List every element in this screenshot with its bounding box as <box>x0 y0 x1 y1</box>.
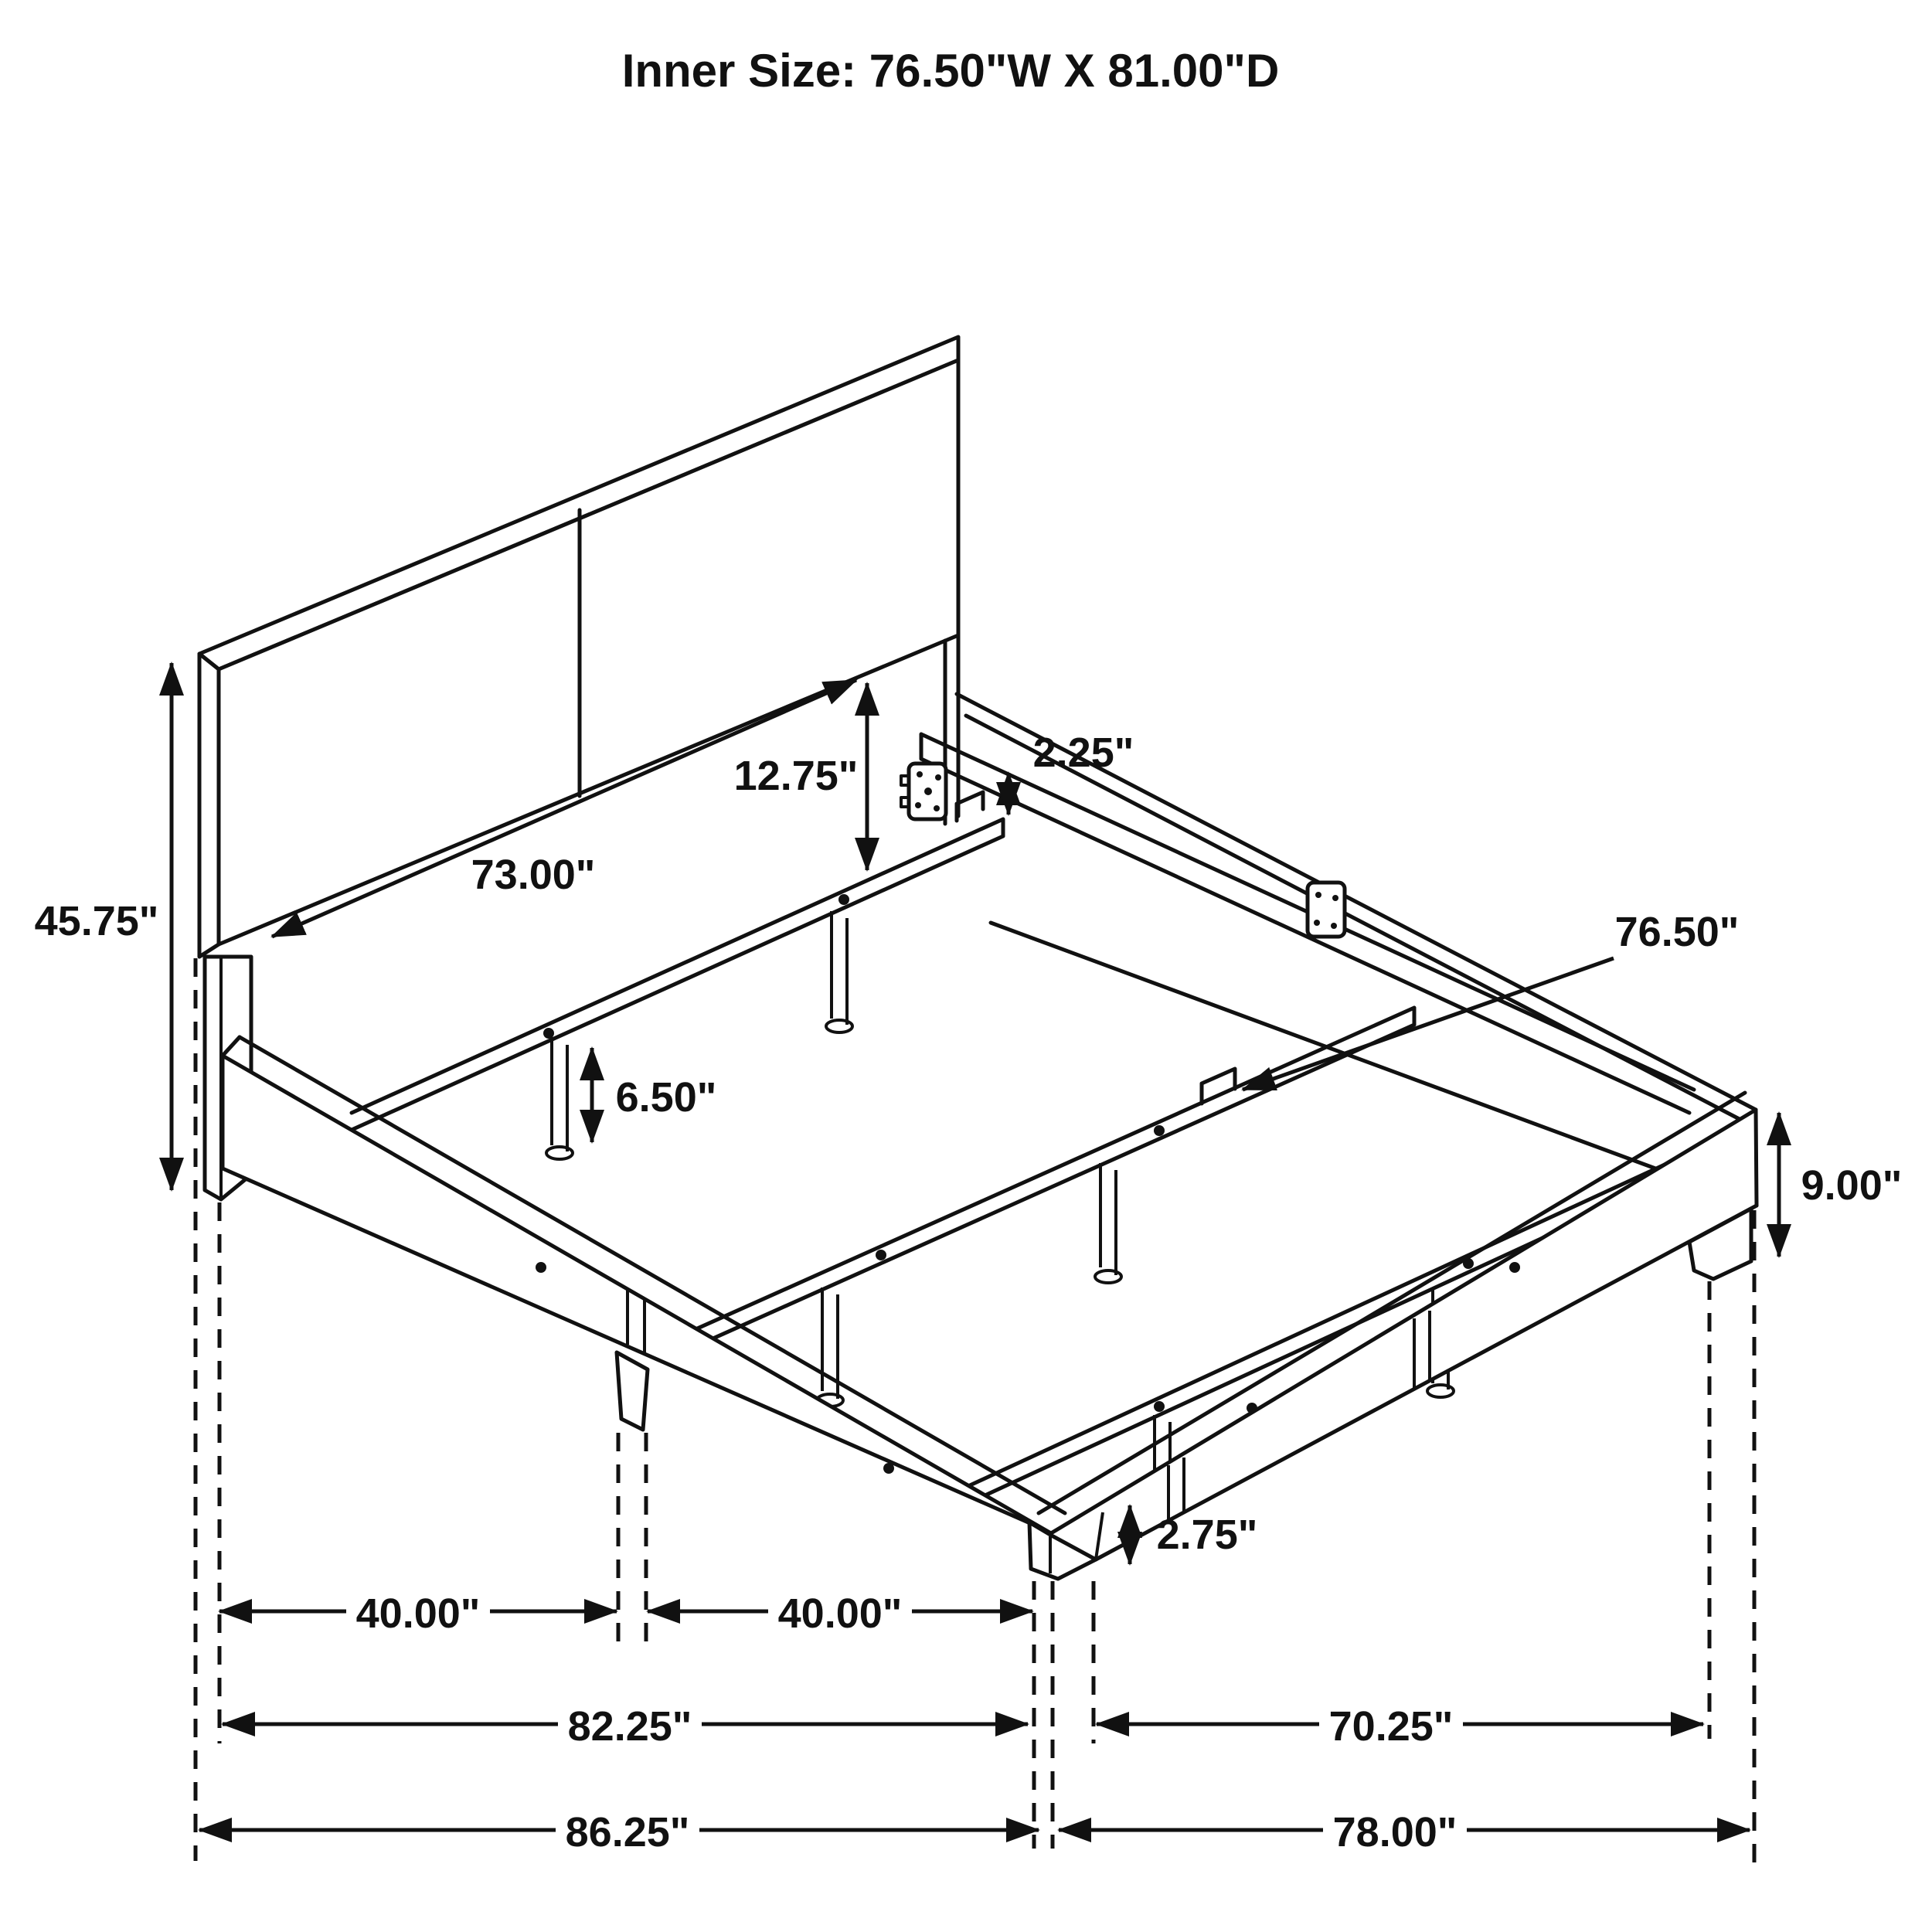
dim-label: 73.00" <box>471 852 596 898</box>
support-leg <box>552 1037 567 1151</box>
center-rail-3 <box>970 1161 1673 1519</box>
headboard-left-edge <box>199 654 219 957</box>
dim-label: 76.50" <box>1614 909 1740 955</box>
dim-label: 2.75" <box>1156 1512 1258 1558</box>
dim-label: 70.25" <box>1328 1703 1454 1750</box>
dim-leg-span-right <box>648 1573 1032 1637</box>
dim-foot-inner-span <box>1097 1686 1703 1750</box>
foot-rail <box>1039 1093 1757 1560</box>
support-leg <box>832 911 847 1025</box>
page-title: Inner Size: 76.50"W X 81.00"D <box>621 45 1280 97</box>
support-leg <box>1100 1163 1116 1275</box>
dim-support-leg-height <box>592 1048 716 1142</box>
dim-label: 9.00" <box>1801 1162 1903 1209</box>
dim-label: 40.00" <box>777 1590 903 1637</box>
dim-label: 78.00" <box>1332 1809 1458 1855</box>
dim-label: 45.75" <box>34 898 159 944</box>
dim-headboard-height <box>35 663 172 1190</box>
dim-frame-height <box>1779 1113 1902 1257</box>
dim-overall-width <box>1059 1792 1750 1855</box>
dim-label: 12.75" <box>733 753 859 799</box>
dim-label: 2.25" <box>1032 730 1134 776</box>
bracket-plate-mid <box>1308 883 1345 937</box>
center-support-rails <box>352 792 1673 1519</box>
dim-label: 6.50" <box>615 1074 717 1121</box>
dim-label: 86.25" <box>565 1809 690 1855</box>
dim-label: 82.25" <box>567 1703 692 1750</box>
dim-side-rail-span <box>223 1686 1028 1750</box>
dim-overall-depth <box>199 1792 1039 1855</box>
mid-leg <box>617 1352 648 1430</box>
dim-label: 40.00" <box>355 1590 481 1637</box>
dim-leg-span-left <box>219 1573 617 1637</box>
